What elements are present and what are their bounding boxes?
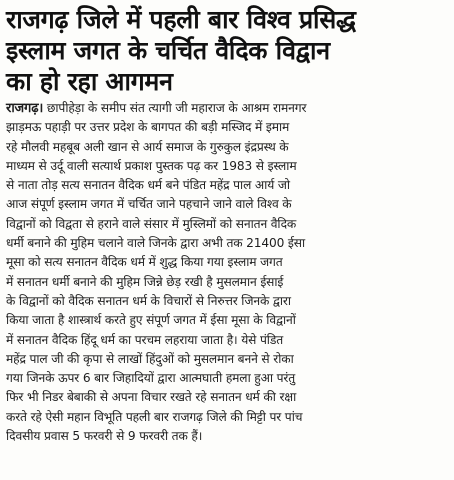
headline-line-1: राजगढ़ जिले में पहली बार विश्व प्रसिद्ध xyxy=(6,5,356,34)
body-line: आज संपूर्ण इस्लाम जगत में चर्चित जाने पहचाने जाने वाले विश्व के xyxy=(6,197,292,212)
body-line: झाड़मऊ पहाड़ी पर उत्तर प्रदेश के बागपत की बड़ी मस्जिद में इमाम xyxy=(6,120,290,135)
article-body xyxy=(6,99,448,446)
body-line: माध्यम से उर्दू वाली सत्यार्थ प्रकाश पुस्तक पढ़ कर 1983 से इस्लाम xyxy=(6,158,297,173)
body-line: करते रहे ऐसी महान विभूति पहली बार राजगढ़ जिले की मिट्टी पर पांच xyxy=(6,409,303,424)
body-line: महेंद्र पाल जी की कृपा से लाखों हिंदुओं को मुसलमान बनने से रोका xyxy=(6,351,294,366)
body-line: फिर भी निडर बेबाकी से अपना विचार रखते रहे सनातन धर्म की रक्षा xyxy=(6,390,297,405)
body-line: में सनातन धर्मी बनाने की मुहिम जिन्ने छेड़ रखी है मुसलमान ईसाई xyxy=(6,274,284,289)
headline xyxy=(6,4,448,97)
body-line-first-text: छापीहेड़ा के समीप संत त्यागी जी महाराज के आश्रम रामनगर xyxy=(43,101,307,115)
body-line: गया जिनके ऊपर 6 बार जिहादियों द्वारा आत्मघाती हमला हुआ परंतु xyxy=(6,371,296,386)
headline-line-3: का हो रहा आगमन xyxy=(6,67,173,96)
body-line: किया जाता है शास्त्रार्थ करते हुए संपूर्ण जगत में ईसा मूसा के विद्वानों xyxy=(6,313,296,328)
body-line: विद्वानों को विद्वता से हराने वाले संसार में मुस्लिमों को सनातन वैदिक xyxy=(6,216,297,231)
dateline: राजगढ़। xyxy=(6,101,44,116)
body-line-first xyxy=(6,99,448,118)
body-line: दिवसीय प्रवास 5 फरवरी से 9 फरवरी तक हैं। xyxy=(6,429,203,444)
body-line: मूसा को सत्य सनातन वैदिक धर्म में शुद्ध किया गया इस्लाम जगत xyxy=(6,255,283,270)
body-line: में सनातन वैदिक हिंदू धर्म का परचम लहराया जाता है। येसे पंडित xyxy=(6,332,284,347)
headline-line-2: इस्लाम जगत के चर्चित वैदिक विद्वान xyxy=(6,36,330,65)
body-line: से नाता तोड़ सत्य सनातन वैदिक धर्म बने पंडित महेंद्र पाल आर्य जो xyxy=(6,178,290,193)
body-line: के विद्वानों को वैदिक सनातन धर्म के विचारों से निरुत्तर जिनके द्वारा xyxy=(6,293,291,308)
body-line: धर्मी बनाने की मुहिम चलाने वाले जिनके द्वारा अभी तक 21400 ईसा xyxy=(6,236,306,251)
body-line: रहे मौलवी महबूब अली खान से आर्य समाज के गुरुकुल इंद्रप्रस्थ के xyxy=(6,139,289,154)
